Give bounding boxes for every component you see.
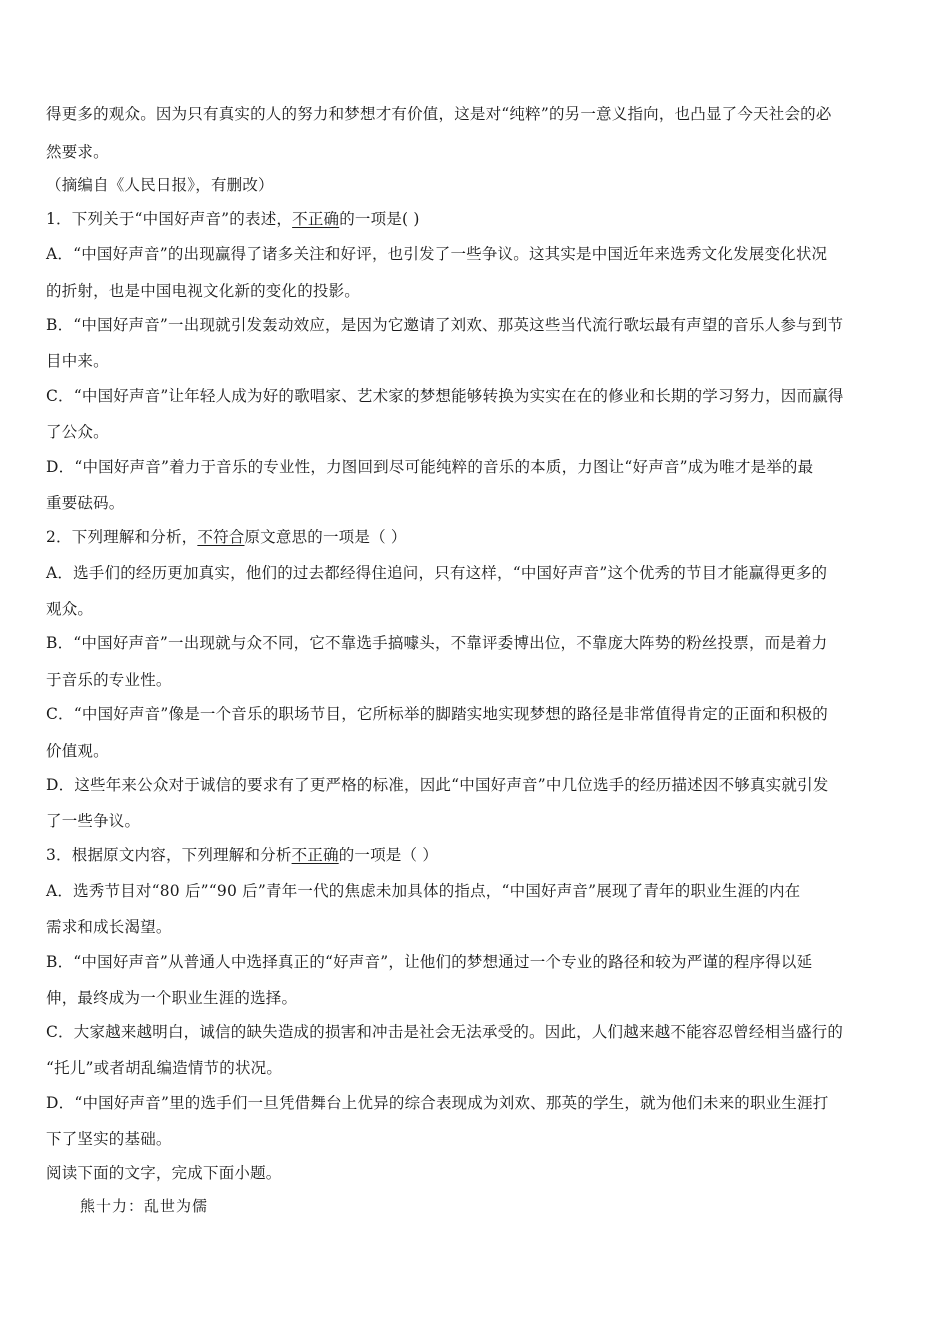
q2-option-c-cont: 价值观。	[46, 742, 109, 760]
q1-option-b: B．“中国好声音”一出现就引发轰动效应，是因为它邀请了刘欢、那英这些当代流行歌坛最有声望的音乐人参与到节	[46, 316, 844, 334]
question-2-stem: 2．下列理解和分析，不符合原文意思的一项是（ ）	[46, 528, 407, 546]
reading-instruction: 阅读下面的文字，完成下面小题。	[46, 1164, 282, 1182]
underlined-keyword: 不符合	[197, 528, 245, 546]
q1-option-d: D．“中国好声音”着力于音乐的专业性，力图回到尽可能纯粹的音乐的本质，力图让“好声音”成为唯才是举的最	[46, 458, 814, 476]
q1-option-a-cont: 的折射，也是中国电视文化新的变化的投影。	[46, 282, 361, 300]
q3-option-a-cont: 需求和成长渴望。	[46, 918, 172, 936]
q3-option-c-cont: “托儿”或者胡乱编造情节的状况。	[46, 1059, 283, 1077]
q2-option-b-cont: 于音乐的专业性。	[46, 671, 172, 689]
question-1-stem: 1．下列关于“中国好声音”的表述，不正确的一项是( )	[46, 210, 420, 228]
q1-option-d-cont: 重要砝码。	[46, 494, 125, 512]
article-title: 熊十力：乱世为儒	[80, 1197, 209, 1215]
underlined-keyword: 不正确	[291, 846, 339, 864]
q2-option-b: B．“中国好声音”一出现就与众不同，它不靠选手搞噱头，不靠评委博出位，不靠庞大阵势的粉丝投票，而是着力	[46, 634, 828, 652]
q2-option-c: C．“中国好声音”像是一个音乐的职场节目，它所标举的脚踏实地实现梦想的路径是非常值得肯定的正面和积极的	[46, 705, 828, 723]
q1-option-a: A．“中国好声音”的出现赢得了诸多关注和好评，也引发了一些争议。这其实是中国近年来选秀文化发展变化状况	[46, 245, 828, 263]
q2-option-d: D．这些年来公众对于诚信的要求有了更严格的标准，因此“中国好声音”中几位选手的经历描述因不够真实就引发	[46, 776, 829, 794]
q3-option-d-cont: 下了坚实的基础。	[46, 1130, 172, 1148]
underlined-keyword: 不正确	[292, 210, 340, 228]
q2-option-d-cont: 了一些争议。	[46, 812, 141, 830]
q3-option-b-cont: 伸，最终成为一个职业生涯的选择。	[46, 989, 298, 1007]
source-citation: （摘编自《人民日报》，有删改）	[46, 176, 274, 194]
q3-option-d: D．“中国好声音”里的选手们一旦凭借舞台上优异的综合表现成为刘欢、那英的学生，就为他们未来的职业生涯打	[46, 1094, 829, 1112]
passage-line: 然要求。	[46, 143, 109, 161]
q1-option-c-cont: 了公众。	[46, 423, 109, 441]
q3-option-a: A．选秀节目对“80 后”“90 后”青年一代的焦虑未加具体的指点，“中国好声音”展现了青年的职业生涯的内在	[46, 882, 801, 900]
q1-option-b-cont: 目中来。	[46, 352, 109, 370]
q1-option-c: C．“中国好声音”让年轻人成为好的歌唱家、艺术家的梦想能够转换为实实在在的修业和长期的学习努力，因而赢得	[46, 387, 844, 405]
passage-line: 得更多的观众。因为只有真实的人的努力和梦想才有价值，这是对“纯粹”的另一意义指向，也凸显了今天社会的必	[46, 105, 832, 123]
q3-option-b: B．“中国好声音”从普通人中选择真正的“好声音”，让他们的梦想通过一个专业的路径和较为严谨的程序得以延	[46, 953, 813, 971]
q3-option-c: C．大家越来越明白，诚信的缺失造成的损害和冲击是社会无法承受的。因此，人们越来越不能容忍曾经相当盛行的	[46, 1023, 844, 1041]
q2-option-a: A．选手们的经历更加真实，他们的过去都经得住追问，只有这样，“中国好声音”这个优秀的节目才能赢得更多的	[46, 564, 828, 582]
q2-option-a-cont: 观众。	[46, 600, 94, 618]
question-3-stem: 3．根据原文内容，下列理解和分析不正确的一项是（ ）	[46, 846, 439, 864]
